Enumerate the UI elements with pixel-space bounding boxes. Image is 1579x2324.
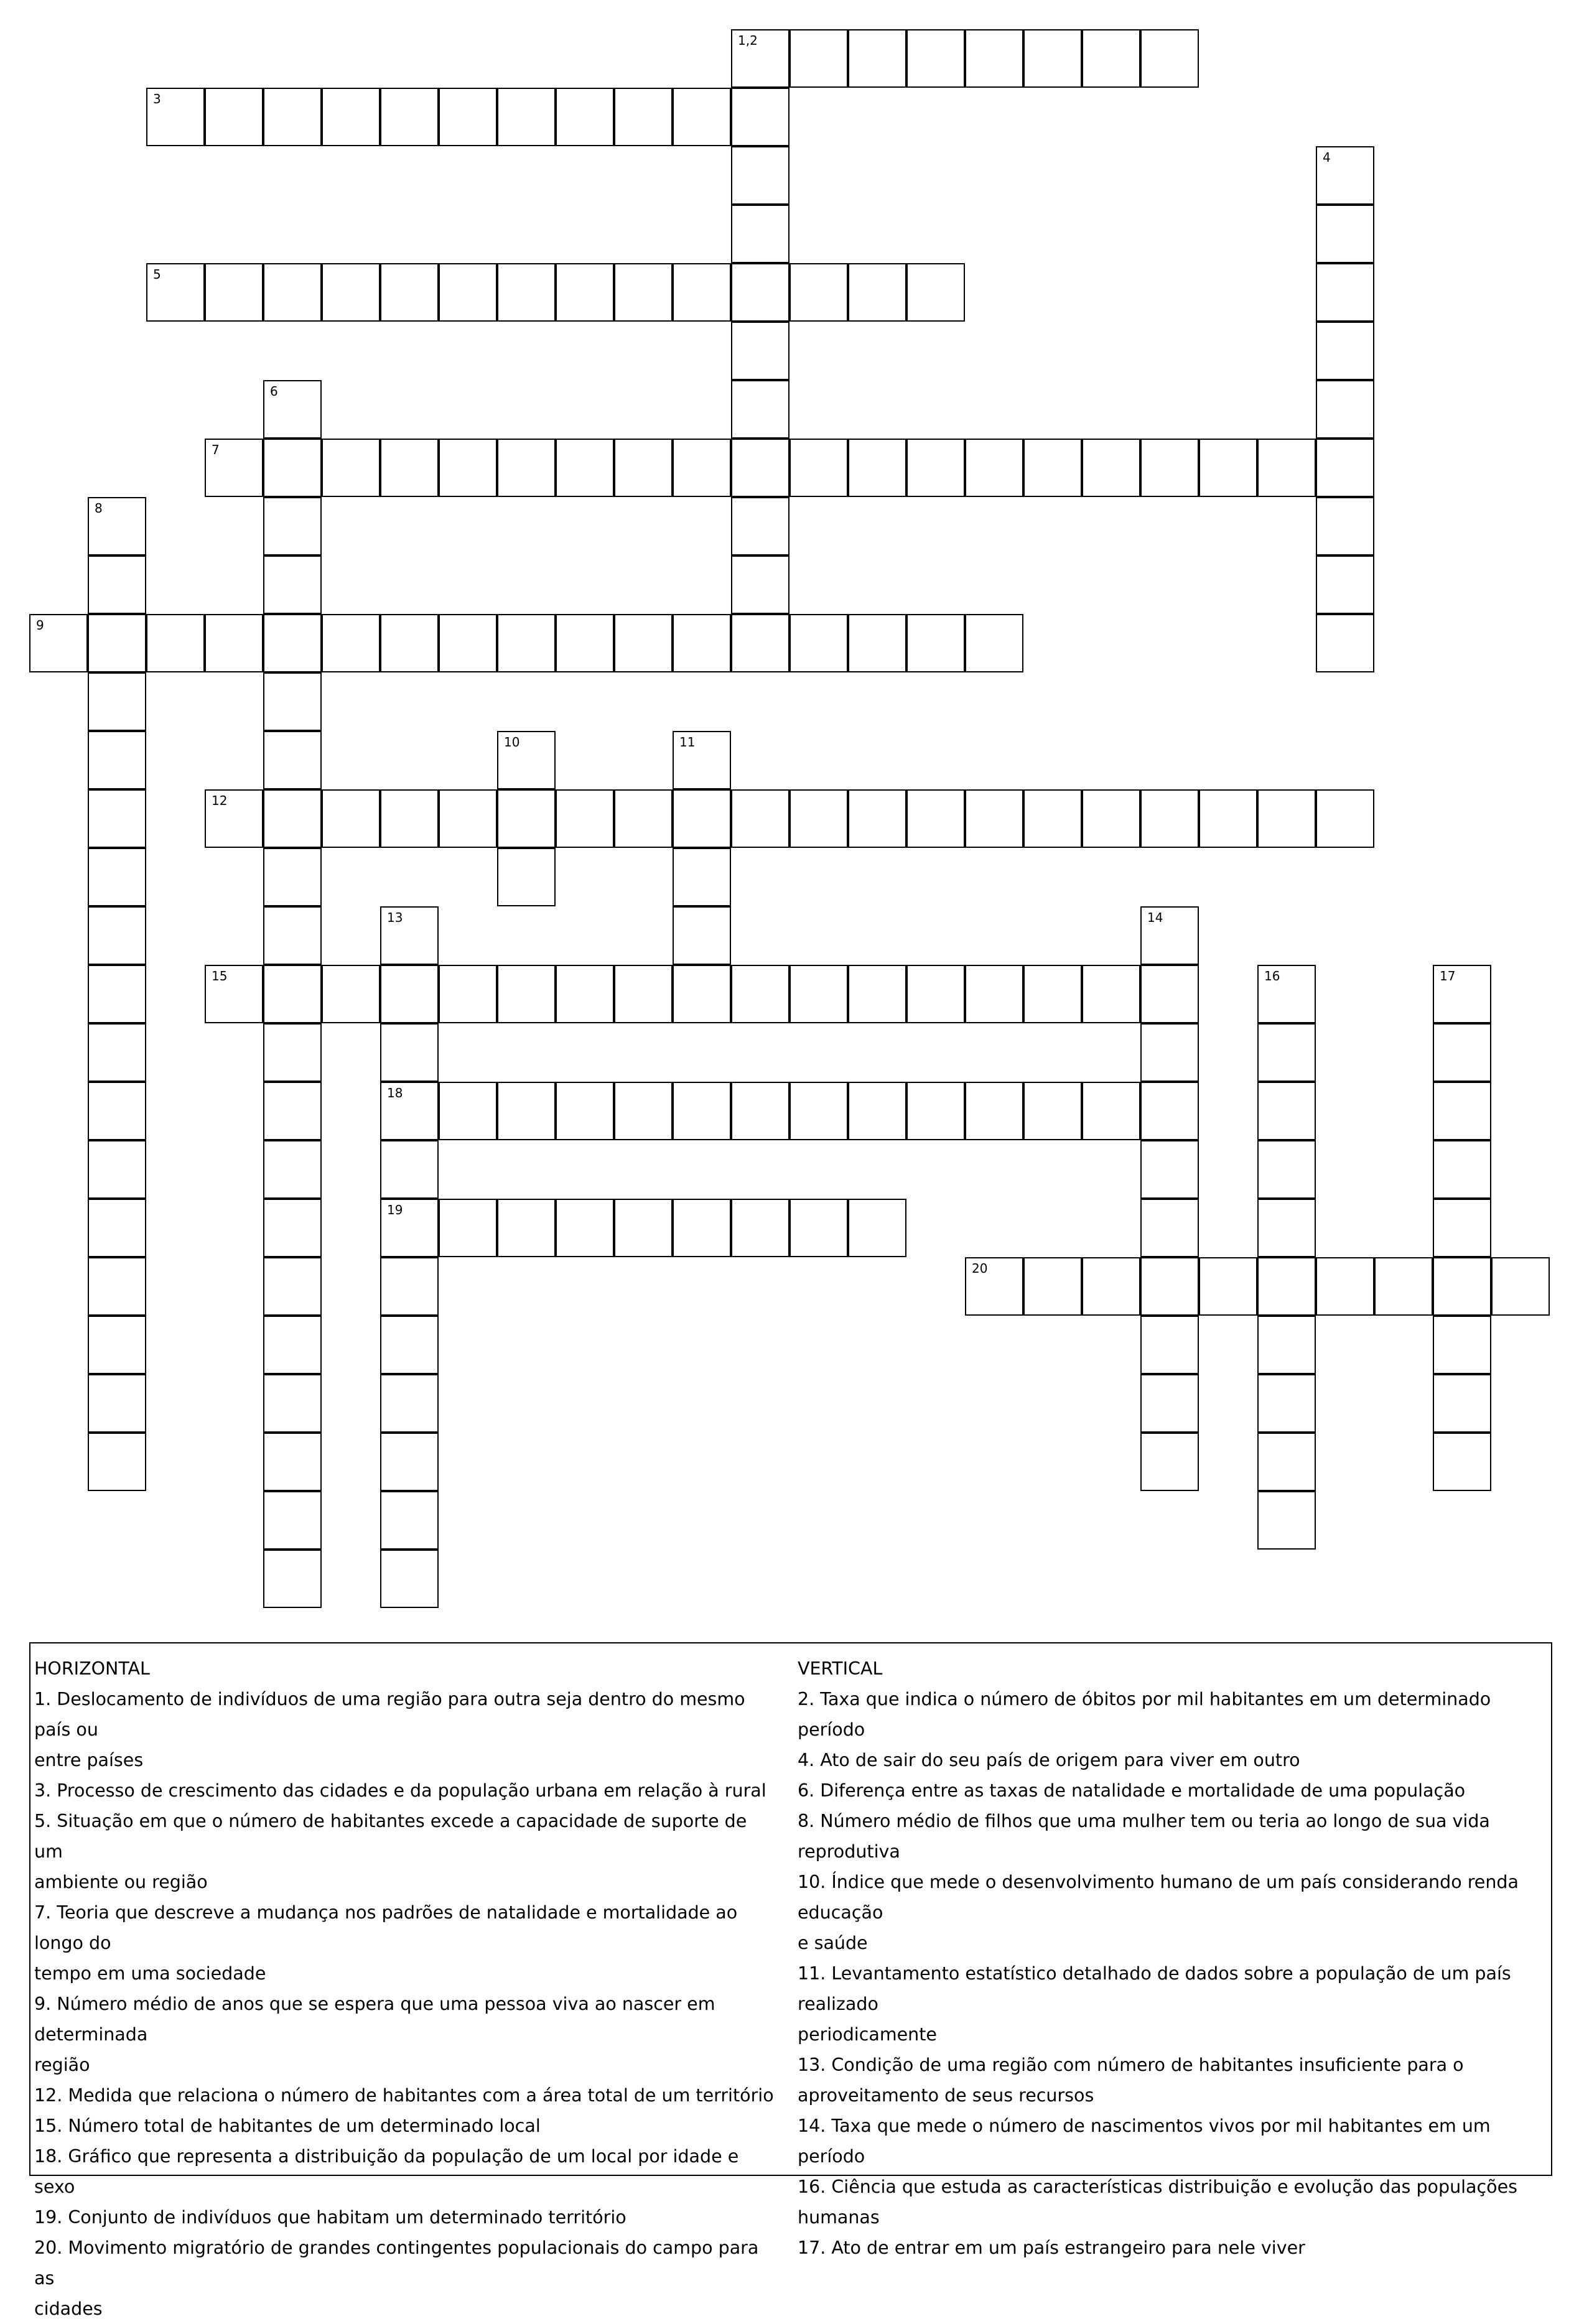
clue-number: 4 (1323, 150, 1331, 165)
crossword-cell[interactable] (1374, 1257, 1433, 1316)
crossword-cell[interactable] (673, 848, 731, 906)
crossword-cell[interactable] (848, 29, 906, 88)
crossword-cell[interactable] (263, 1023, 322, 1082)
crossword-cell[interactable] (1140, 965, 1199, 1023)
crossword-cell[interactable] (1199, 1257, 1257, 1316)
crossword-cell[interactable] (848, 263, 906, 322)
crossword-cell[interactable] (205, 439, 263, 497)
crossword-cell[interactable] (731, 1082, 789, 1140)
crossword-cell[interactable] (88, 906, 146, 965)
crossword-cell[interactable] (1316, 439, 1374, 497)
crossword-cell[interactable] (1257, 1140, 1316, 1199)
crossword-cell[interactable] (1140, 789, 1199, 848)
crossword-cell[interactable] (1257, 1082, 1316, 1140)
crossword-cell[interactable] (1257, 1433, 1316, 1491)
crossword-cell[interactable] (789, 263, 848, 322)
crossword-cell[interactable] (1257, 439, 1316, 497)
crossword-cell[interactable] (380, 1550, 439, 1608)
clue-number: 1,2 (738, 33, 758, 48)
crossword-cell[interactable] (1023, 965, 1082, 1023)
clue-number: 11 (679, 735, 696, 750)
crossword-cell[interactable] (1433, 1316, 1491, 1374)
crossword-cell[interactable] (322, 965, 380, 1023)
crossword-cell[interactable] (1316, 497, 1374, 555)
crossword-cell[interactable] (731, 146, 789, 205)
crossword-cell[interactable] (1140, 1433, 1199, 1491)
crossword-cell[interactable] (673, 1082, 731, 1140)
crossword-cell[interactable] (380, 1316, 439, 1374)
crossword-cell[interactable] (322, 439, 380, 497)
crossword-cell[interactable] (497, 848, 556, 906)
crossword-cell[interactable] (263, 848, 322, 906)
crossword-cell[interactable] (1023, 439, 1082, 497)
crossword-cell[interactable] (1082, 789, 1140, 848)
crossword-cell[interactable] (497, 789, 556, 848)
crossword-cell[interactable] (673, 263, 731, 322)
horizontal-heading: HORIZONTAL (34, 1658, 150, 1679)
crossword-cell[interactable] (906, 614, 965, 672)
crossword-cell[interactable] (380, 906, 439, 965)
crossword-cell[interactable] (731, 88, 789, 146)
clue-number: 19 (387, 1202, 403, 1217)
crossword-cell[interactable] (1257, 1023, 1316, 1082)
crossword-cell[interactable] (848, 965, 906, 1023)
crossword-cell[interactable] (263, 1140, 322, 1199)
crossword-cell[interactable] (1199, 439, 1257, 497)
crossword-cell[interactable] (1257, 1257, 1316, 1316)
crossword-cell[interactable] (556, 439, 614, 497)
crossword-cell[interactable] (1199, 789, 1257, 848)
crossword-cell[interactable] (263, 672, 322, 731)
clue-line: região (34, 2055, 90, 2075)
crossword-cell[interactable] (497, 1082, 556, 1140)
crossword-cell[interactable] (848, 439, 906, 497)
crossword-cell[interactable] (263, 906, 322, 965)
crossword-cell[interactable] (1316, 789, 1374, 848)
crossword-cell[interactable] (731, 497, 789, 555)
crossword-cell[interactable] (263, 1316, 322, 1374)
crossword-cell[interactable] (263, 614, 322, 672)
crossword-cell[interactable] (906, 1082, 965, 1140)
crossword-cell[interactable] (380, 789, 439, 848)
crossword-cell[interactable] (556, 263, 614, 322)
crossword-cell[interactable] (380, 439, 439, 497)
clue-number: 14 (1147, 910, 1163, 925)
crossword-cell[interactable] (789, 439, 848, 497)
clue-line: 13. Condição de uma região com número de habitantes insuficiente para o (798, 2055, 1464, 2075)
clue-number: 12 (212, 793, 228, 808)
crossword-cell[interactable] (497, 439, 556, 497)
crossword-cell[interactable] (263, 965, 322, 1023)
crossword-cell[interactable] (1140, 1140, 1199, 1199)
crossword-cell[interactable] (380, 1140, 439, 1199)
crossword-cell[interactable] (322, 263, 380, 322)
clue-number: 6 (270, 384, 278, 399)
crossword-cell[interactable] (731, 789, 789, 848)
crossword-cell[interactable] (1433, 1023, 1491, 1082)
crossword-cell[interactable] (263, 380, 322, 439)
clue-number: 10 (504, 735, 520, 750)
crossword-cell[interactable] (1316, 380, 1374, 439)
crossword-cell[interactable] (1140, 906, 1199, 965)
crossword-cell[interactable] (322, 614, 380, 672)
crossword-cell[interactable] (731, 29, 789, 88)
clue-line: ambiente ou região (34, 1872, 208, 1892)
crossword-cell[interactable] (731, 322, 789, 380)
clue-line: 8. Número médio de filhos que uma mulher tem ou teria ao longo de sua vida reprodutiva (798, 1811, 1490, 1862)
crossword-cell[interactable] (1316, 146, 1374, 205)
crossword-cell[interactable] (848, 789, 906, 848)
crossword-cell[interactable] (789, 789, 848, 848)
crossword-cell[interactable] (1433, 1374, 1491, 1433)
crossword-cell[interactable] (789, 1082, 848, 1140)
clue-line: aproveitamento de seus recursos (798, 2085, 1094, 2106)
crossword-cell[interactable] (906, 965, 965, 1023)
clue-line: 11. Levantamento estatístico detalhado de dados sobre a população de um país realizado (798, 1963, 1511, 2014)
crossword-cell[interactable] (965, 789, 1023, 848)
crossword-cell[interactable] (380, 1023, 439, 1082)
clue-line: 10. Índice que mede o desenvolvimento humano de um país considerando renda educação (798, 1872, 1519, 1923)
crossword-cell[interactable] (556, 965, 614, 1023)
crossword-cell[interactable] (614, 439, 673, 497)
clue-line: 7. Teoria que descreve a mudança nos padrões de natalidade e mortalidade ao longo do (34, 1902, 738, 1953)
crossword-cell[interactable] (263, 88, 322, 146)
crossword-cell[interactable] (380, 1433, 439, 1491)
crossword-cell[interactable] (1433, 965, 1491, 1023)
crossword-cell[interactable] (848, 1199, 906, 1257)
clue-line: humanas (798, 2207, 880, 2228)
crossword-cell[interactable] (88, 789, 146, 848)
crossword-cell[interactable] (1023, 29, 1082, 88)
crossword-cell[interactable] (673, 965, 731, 1023)
crossword-cell[interactable] (205, 965, 263, 1023)
crossword-cell[interactable] (29, 614, 88, 672)
vertical-clues-column (798, 1653, 1550, 2263)
crossword-cell[interactable] (146, 88, 205, 146)
crossword-cell[interactable] (1433, 1257, 1491, 1316)
crossword-cell[interactable] (614, 1199, 673, 1257)
clue-number: 17 (1440, 969, 1456, 983)
crossword-cell[interactable] (1257, 1316, 1316, 1374)
crossword-cell[interactable] (1316, 1257, 1374, 1316)
crossword-cell[interactable] (380, 614, 439, 672)
crossword-cell[interactable] (789, 1199, 848, 1257)
clue-line: 15. Número total de habitantes de um determinado local (34, 2116, 541, 2136)
crossword-cell[interactable] (439, 789, 497, 848)
crossword-cell[interactable] (614, 965, 673, 1023)
crossword-cell[interactable] (1140, 1199, 1199, 1257)
crossword-cell[interactable] (1257, 965, 1316, 1023)
crossword-cell[interactable] (380, 1199, 439, 1257)
crossword-cell[interactable] (965, 614, 1023, 672)
crossword-cell[interactable] (1082, 439, 1140, 497)
crossword-cell[interactable] (263, 789, 322, 848)
crossword-cell[interactable] (88, 1023, 146, 1082)
clue-line: entre países (34, 1750, 144, 1770)
clue-line: 9. Número médio de anos que se espera que uma pessoa viva ao nascer em determinada (34, 1994, 715, 2045)
crossword-cell[interactable] (1082, 1082, 1140, 1140)
clue-line: 3. Processo de crescimento das cidades e da população urbana em relação à rural (34, 1780, 766, 1801)
clue-line: 12. Medida que relaciona o número de habitantes com a área total de um território (34, 2085, 774, 2106)
crossword-cell[interactable] (88, 1199, 146, 1257)
crossword-cell[interactable] (731, 1199, 789, 1257)
horizontal-clue-list (34, 1684, 781, 2324)
crossword-cell[interactable] (439, 1199, 497, 1257)
crossword-cell[interactable] (439, 263, 497, 322)
clue-line: e saúde (798, 1933, 868, 1953)
crossword-cell[interactable] (1257, 1374, 1316, 1433)
crossword-cell[interactable] (205, 263, 263, 322)
crossword-cell[interactable] (1140, 1257, 1199, 1316)
crossword-cell[interactable] (322, 88, 380, 146)
crossword-cell[interactable] (439, 88, 497, 146)
crossword-cell[interactable] (965, 965, 1023, 1023)
crossword-cell[interactable] (263, 1199, 322, 1257)
crossword-cell[interactable] (1023, 1082, 1082, 1140)
clue-line: 17. Ato de entrar em um país estrangeiro para nele viver (798, 2238, 1305, 2258)
crossword-cell[interactable] (731, 965, 789, 1023)
crossword-cell[interactable] (88, 672, 146, 731)
crossword-cell[interactable] (614, 88, 673, 146)
crossword-cell[interactable] (1257, 1491, 1316, 1550)
crossword-cell[interactable] (263, 1257, 322, 1316)
crossword-cell[interactable] (1316, 263, 1374, 322)
crossword-cell[interactable] (789, 614, 848, 672)
crossword-cell[interactable] (88, 1257, 146, 1316)
crossword-cell[interactable] (1023, 1257, 1082, 1316)
crossword-cell[interactable] (263, 497, 322, 555)
crossword-cell[interactable] (88, 614, 146, 672)
crossword-cell[interactable] (965, 1082, 1023, 1140)
crossword-cell[interactable] (965, 29, 1023, 88)
clue-number: 15 (212, 969, 228, 983)
crossword-cell[interactable] (205, 789, 263, 848)
crossword-cell[interactable] (556, 1082, 614, 1140)
clue-line: 16. Ciência que estuda as características distribuição e evolução das populações (798, 2177, 1518, 2197)
clue-number: 5 (153, 267, 161, 282)
crossword-cell[interactable] (88, 731, 146, 789)
crossword-cell[interactable] (1140, 439, 1199, 497)
crossword-cell[interactable] (1316, 205, 1374, 263)
crossword-cell[interactable] (380, 965, 439, 1023)
clue-number: 3 (153, 91, 161, 106)
crossword-cell[interactable] (731, 614, 789, 672)
crossword-cell[interactable] (1140, 1082, 1199, 1140)
horizontal-clues-column (34, 1653, 781, 2324)
vertical-clue-list (798, 1684, 1550, 2263)
crossword-cell[interactable] (1433, 1433, 1491, 1491)
crossword-cell[interactable] (205, 88, 263, 146)
crossword-cell[interactable] (380, 1491, 439, 1550)
crossword-cell[interactable] (673, 789, 731, 848)
crossword-cell[interactable] (263, 1550, 322, 1608)
crossword-cell[interactable] (906, 29, 965, 88)
clue-line: periodicamente (798, 2024, 937, 2045)
crossword-cell[interactable] (263, 263, 322, 322)
crossword-cell[interactable] (614, 614, 673, 672)
crossword-cell[interactable] (731, 205, 789, 263)
crossword-cell[interactable] (556, 88, 614, 146)
crossword-cell[interactable] (1257, 789, 1316, 848)
crossword-cell[interactable] (1140, 29, 1199, 88)
crossword-cell[interactable] (731, 555, 789, 614)
crossword-cell[interactable] (497, 263, 556, 322)
crossword-cell[interactable] (731, 380, 789, 439)
crossword-cell[interactable] (1316, 555, 1374, 614)
crossword-cell[interactable] (88, 1082, 146, 1140)
crossword-cell[interactable] (88, 848, 146, 906)
crossword-cell[interactable] (673, 906, 731, 965)
clue-line: cidades (34, 2298, 103, 2319)
crossword-cell[interactable] (1023, 789, 1082, 848)
crossword-cell[interactable] (497, 614, 556, 672)
crossword-cell[interactable] (380, 1257, 439, 1316)
clue-line: 19. Conjunto de indivíduos que habitam um determinado território (34, 2207, 626, 2228)
crossword-cell[interactable] (263, 1082, 322, 1140)
crossword-cell[interactable] (88, 1316, 146, 1374)
clue-line: 14. Taxa que mede o número de nascimentos vivos por mil habitantes em um período (798, 2116, 1491, 2167)
clue-number: 13 (387, 910, 403, 925)
crossword-cell[interactable] (789, 965, 848, 1023)
clue-number: 7 (212, 442, 220, 457)
clue-line: 20. Movimento migratório de grandes contingentes populacionais do campo para as (34, 2238, 759, 2289)
crossword-cell[interactable] (263, 1491, 322, 1550)
clue-line: 1. Deslocamento de indivíduos de uma região para outra seja dentro do mesmo país ou (34, 1689, 745, 1740)
crossword-cell[interactable] (1140, 1023, 1199, 1082)
crossword-cell[interactable] (88, 1140, 146, 1199)
clue-line: 5. Situação em que o número de habitantes excede a capacidade de suporte de um (34, 1811, 747, 1862)
crossword-cell[interactable] (731, 439, 789, 497)
crossword-cell[interactable] (614, 789, 673, 848)
crossword-cell[interactable] (1433, 1082, 1491, 1140)
crossword-cell[interactable] (673, 1199, 731, 1257)
clue-number: 8 (95, 501, 103, 516)
crossword-cell[interactable] (263, 439, 322, 497)
clue-line: 18. Gráfico que representa a distribuição da população de um local por idade e sexo (34, 2146, 739, 2197)
crossword-cell[interactable] (497, 965, 556, 1023)
crossword-cell[interactable] (906, 789, 965, 848)
crossword-cell[interactable] (439, 439, 497, 497)
crossword-cell[interactable] (88, 497, 146, 555)
crossword-cell[interactable] (146, 263, 205, 322)
crossword-cell[interactable] (263, 555, 322, 614)
crossword-cell[interactable] (88, 555, 146, 614)
crossword-cell[interactable] (1082, 965, 1140, 1023)
crossword-cell[interactable] (380, 1082, 439, 1140)
crossword-cell[interactable] (848, 614, 906, 672)
crossword-cell[interactable] (673, 439, 731, 497)
crossword-cell[interactable] (556, 1199, 614, 1257)
crossword-cell[interactable] (497, 731, 556, 789)
crossword-cell[interactable] (439, 614, 497, 672)
crossword-cell[interactable] (322, 789, 380, 848)
crossword-cell[interactable] (673, 731, 731, 789)
crossword-cell[interactable] (1433, 1140, 1491, 1199)
crossword-cell[interactable] (380, 1374, 439, 1433)
crossword-cell[interactable] (673, 88, 731, 146)
crossword-cell[interactable] (556, 614, 614, 672)
clue-line: 6. Diferença entre as taxas de natalidade e mortalidade de uma população (798, 1780, 1466, 1801)
clue-line: 4. Ato de sair do seu país de origem para viver em outro (798, 1750, 1300, 1770)
crossword-cell[interactable] (965, 439, 1023, 497)
crossword-cell[interactable] (88, 1374, 146, 1433)
crossword-cell[interactable] (1316, 322, 1374, 380)
crossword-cell[interactable] (1316, 614, 1374, 672)
crossword-cell[interactable] (263, 1433, 322, 1491)
crossword-cell[interactable] (146, 614, 205, 672)
crossword-cell[interactable] (497, 88, 556, 146)
clue-number: 9 (36, 618, 44, 633)
crossword-cell[interactable] (556, 789, 614, 848)
crossword-cell[interactable] (848, 1082, 906, 1140)
crossword-cell[interactable] (1433, 1199, 1491, 1257)
clue-line: tempo em uma sociedade (34, 1963, 266, 1984)
crossword-cell[interactable] (497, 1199, 556, 1257)
crossword-cell[interactable] (1257, 1199, 1316, 1257)
crossword-cell[interactable] (88, 1433, 146, 1491)
crossword-cell[interactable] (263, 1374, 322, 1433)
crossword-cell[interactable] (1491, 1257, 1550, 1316)
vertical-heading: VERTICAL (798, 1658, 883, 1679)
crossword-cell[interactable] (1082, 1257, 1140, 1316)
clues-box (29, 1642, 1552, 2319)
crossword-cell[interactable] (673, 614, 731, 672)
clue-number: 16 (1264, 969, 1280, 983)
crossword-cell[interactable] (731, 263, 789, 322)
crossword-cell[interactable] (614, 1082, 673, 1140)
crossword-cell[interactable] (380, 88, 439, 146)
crossword-cell[interactable] (965, 1257, 1023, 1316)
crossword-cell[interactable] (614, 263, 673, 322)
crossword-cell[interactable] (205, 614, 263, 672)
crossword-cell[interactable] (380, 263, 439, 322)
clue-number: 20 (972, 1261, 988, 1276)
crossword-cell[interactable] (439, 1082, 497, 1140)
clue-number: 18 (387, 1085, 403, 1100)
crossword-cell[interactable] (1140, 1316, 1199, 1374)
crossword-cell[interactable] (906, 439, 965, 497)
crossword-cell[interactable] (1082, 29, 1140, 88)
crossword-cell[interactable] (88, 965, 146, 1023)
crossword-cell[interactable] (789, 29, 848, 88)
crossword-cell[interactable] (906, 263, 965, 322)
clue-line: 2. Taxa que indica o número de óbitos por mil habitantes em um determinado período (798, 1689, 1491, 1740)
crossword-cell[interactable] (263, 731, 322, 789)
crossword-cell[interactable] (1140, 1374, 1199, 1433)
crossword-cell[interactable] (439, 965, 497, 1023)
